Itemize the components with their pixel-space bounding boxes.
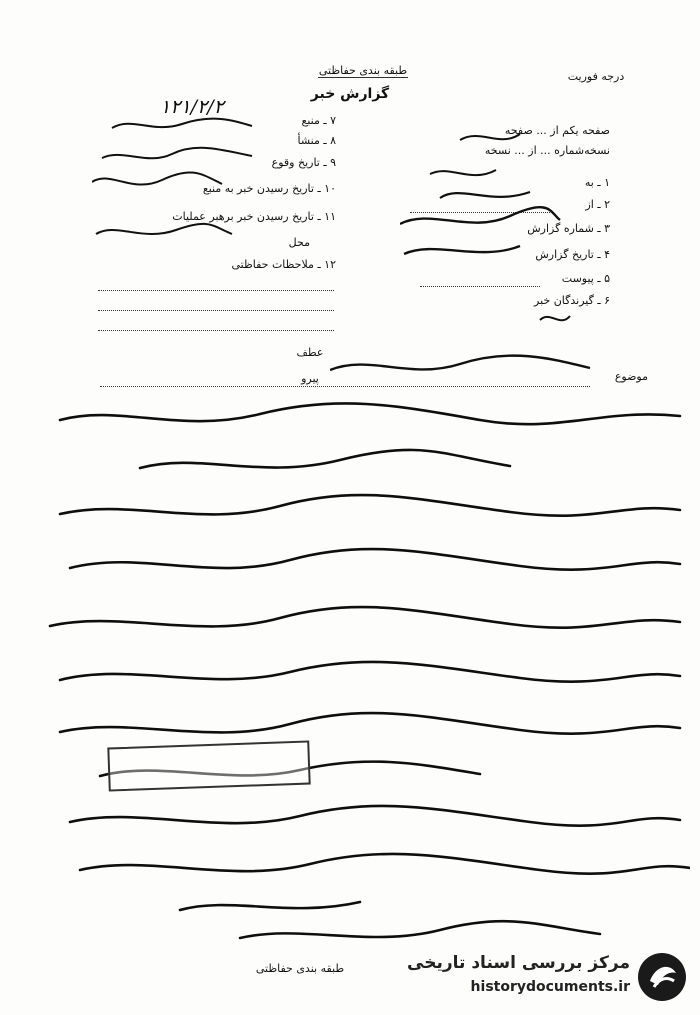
field-8-label: ۸ ـ منشأ	[297, 134, 336, 147]
copy-line: نسخه‌شماره ... از ... نسخه	[484, 144, 610, 157]
atf-label: عطف	[296, 346, 324, 359]
field-11-label: ۱۱ ـ تاریخ رسیدن خبر برهبر عملیات	[172, 210, 336, 223]
field-10-label: ۱۰ ـ تاریخ رسیدن خبر به منبع	[202, 182, 336, 195]
subject-label: موضوع	[614, 370, 648, 383]
field-12-label: ۱۲ ـ ملاحظات حفاظتی	[231, 258, 336, 271]
watermark-url: historydocuments.ir	[470, 979, 630, 995]
field-5-label: ۵ ـ پیوست	[561, 272, 610, 285]
page-line: صفحه یکم از ... صفحه	[504, 124, 610, 137]
left-column-handwriting	[92, 110, 352, 260]
watermark	[392, 949, 692, 1009]
field-2-label: ۲ ـ از	[585, 198, 610, 211]
piro-label: پیرو	[301, 372, 319, 385]
subject-handwriting	[330, 350, 600, 386]
watermark-name: مرکز بررسی اسناد تاریخی	[407, 953, 630, 973]
handwritten-body	[40, 390, 690, 950]
rubber-stamp	[107, 740, 310, 791]
classification-bottom: طبقه بندی حفاظتی	[255, 962, 345, 975]
handwritten-number: ۱۲۱/۲/۲	[160, 96, 224, 118]
priority-label: درجه فوریت	[567, 70, 625, 83]
subject-line	[100, 386, 590, 387]
notes-line-2	[98, 310, 334, 311]
notes-line-3	[98, 330, 334, 331]
field-7-label: ۷ ـ منبع	[301, 114, 336, 127]
right-column-handwriting	[400, 104, 590, 344]
field-1-label: ۱ ـ به	[584, 176, 610, 189]
history-documents-logo-icon	[636, 951, 688, 1003]
field-9-label: ۹ ـ تاریخ وقوع	[271, 156, 336, 169]
field-4-label: ۴ ـ تاریخ گزارش	[535, 248, 610, 261]
document-title: گزارش خبر	[310, 86, 390, 102]
classification-top: طبقه بندی حفاظتی	[318, 64, 408, 77]
notes-line-1	[98, 290, 334, 291]
place-label: محل	[288, 236, 310, 249]
field-3-label: ۳ ـ شماره گزارش	[527, 222, 610, 235]
field-6-label: ۶ ـ گیرندگان خبر	[534, 294, 610, 307]
